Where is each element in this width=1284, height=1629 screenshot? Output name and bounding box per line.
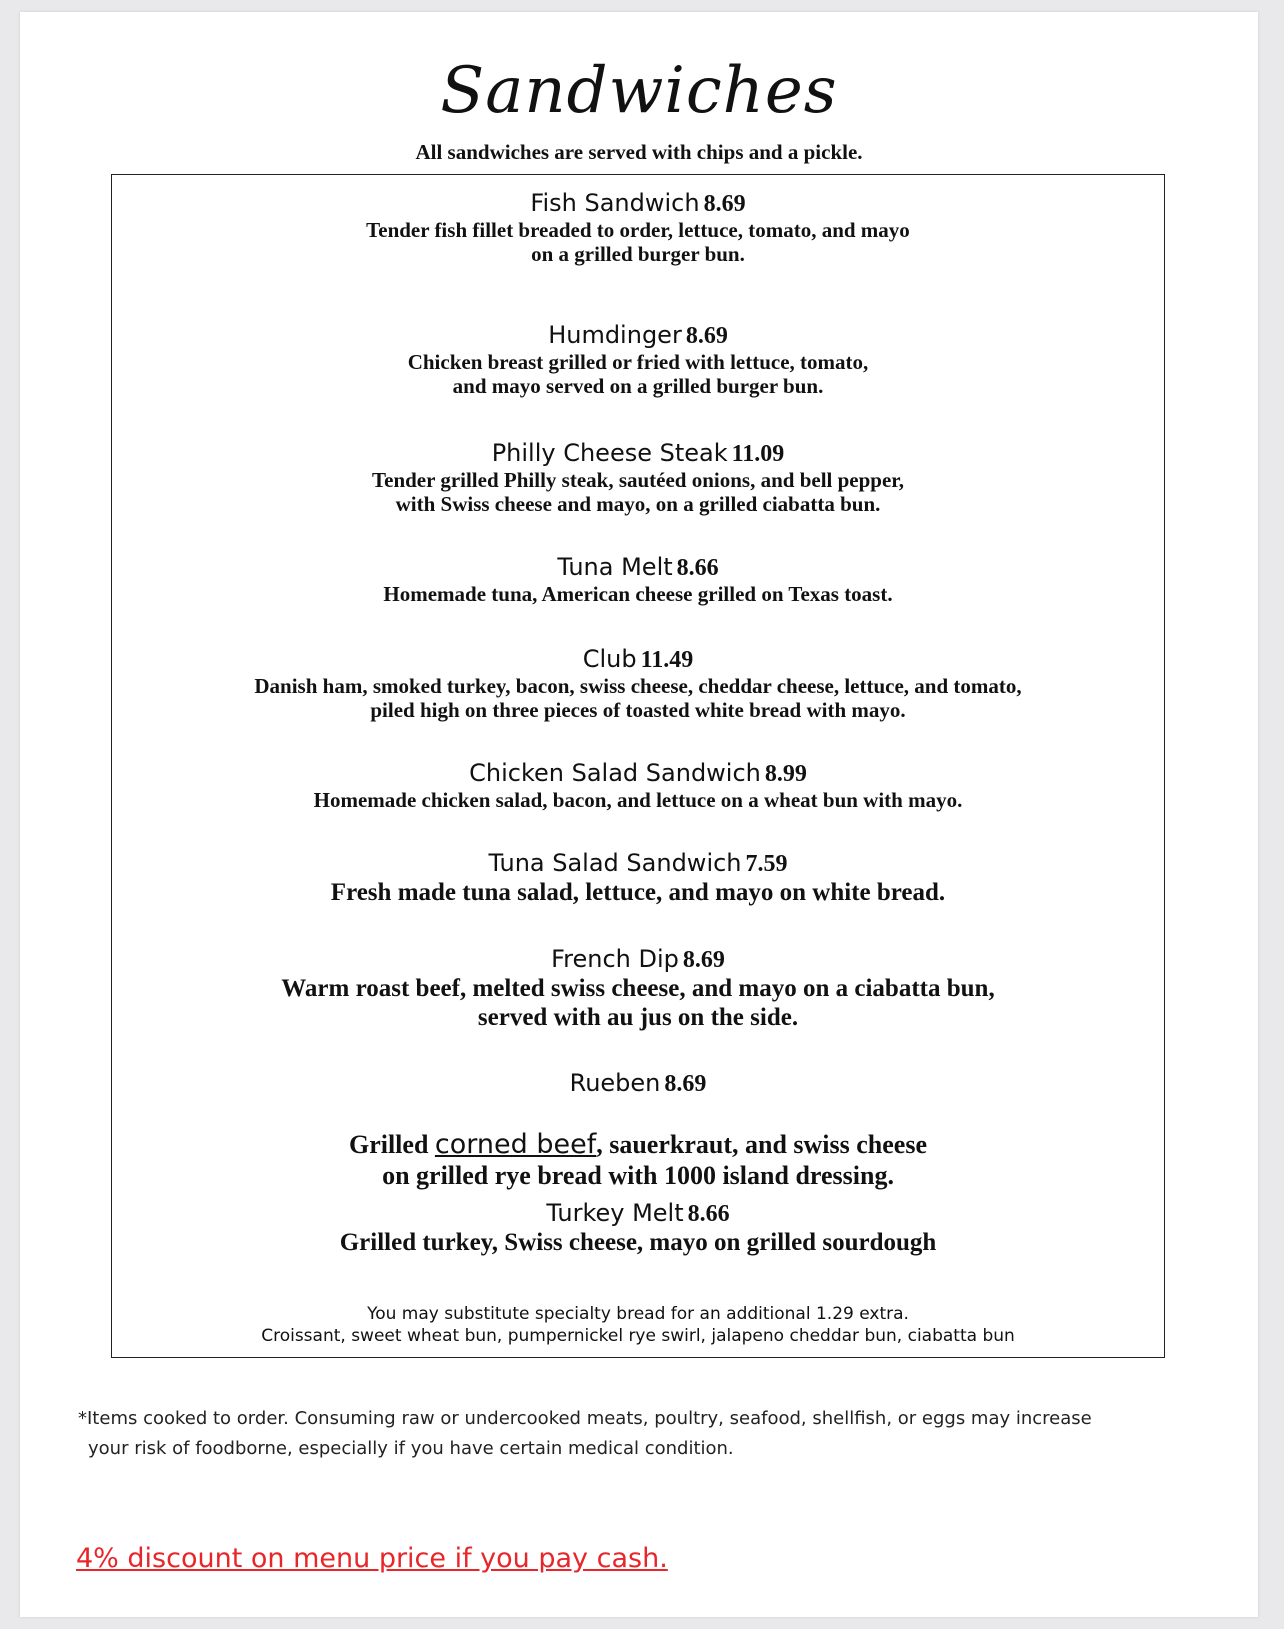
note-line-2: Croissant, sweet wheat bun, pumpernickel rye swirl, jalapeno cheddar bun, ciabatta bun [261,1326,1015,1346]
item-name: Turkey Melt [546,1199,684,1227]
item-price: 8.69 [685,323,728,349]
item-price: 8.66 [676,555,719,581]
item-description: Homemade tuna, American cheese grilled on Texas toast. [383,582,893,606]
item-price: 8.99 [764,761,807,787]
item-price: 8.69 [703,191,746,217]
item-price: 7.59 [745,851,788,877]
item-name: Philly Cheese Steak [491,439,728,467]
item-name: Tuna Salad Sandwich [488,849,742,877]
menu-item-club [112,645,1164,722]
menu-box [111,174,1165,1358]
menu-item-tuna-salad-sandwich [112,849,1164,907]
corned-beef-highlight: corned beef [434,1129,597,1160]
bread-substitution-note [112,1303,1164,1347]
item-name: Club [582,645,637,673]
item-name: French Dip [551,945,679,973]
item-name: Tuna Melt [557,553,673,581]
menu-item-rueben [112,1069,1164,1191]
item-description: Chicken breast grilled or fried with lettuce, tomato, and mayo served on a grilled burger bun. [407,350,869,398]
item-description: Grilled turkey, Swiss cheese, mayo on grilled sourdough [339,1229,937,1256]
item-name: Fish Sandwich [530,189,700,217]
item-description: Homemade chicken salad, bacon, and lettuce on a wheat bun with mayo. [313,788,963,812]
food-safety-disclaimer [78,1404,1198,1464]
item-name: Humdinger [548,321,682,349]
page-title: Sandwiches [440,54,838,128]
item-description: Warm roast beef, melted swiss cheese, and mayo on a ciabatta bun, served with au jus on the side. [281,975,995,1031]
item-description-part: Grilled [348,1130,435,1159]
item-description: Tender grilled Philly steak, sautéed onions, and bell pepper, with Swiss cheese and mayo, on a grilled ciabatta bun. [372,468,904,516]
page-subtitle: All sandwiches are served with chips and a pickle. [415,140,863,164]
item-price: 11.09 [731,441,785,467]
item-description-line2: on grilled rye bread with 1000 island dressing. [382,1161,894,1190]
cash-discount-notice: 4% discount on menu price if you pay cash. [76,1543,668,1574]
item-price: 8.69 [682,947,725,973]
menu-item-philly-cheese-steak [112,439,1164,516]
item-price: 8.66 [687,1201,730,1227]
menu-item-chicken-salad-sandwich [112,759,1164,812]
item-price: 11.49 [640,647,694,673]
item-description: Fresh made tuna salad, lettuce, and mayo on white bread. [330,879,946,906]
item-description-part: , sauerkraut, and swiss cheese [596,1130,928,1159]
item-price: 8.69 [664,1071,707,1097]
item-name: Rueben [569,1069,661,1097]
menu-page [20,12,1258,1617]
disclaimer-line-2: your risk of foodborne, especially if you have certain medical condition. [88,1438,734,1459]
item-description: Tender fish fillet breaded to order, lettuce, tomato, and mayo on a grilled burger bun. [366,218,910,266]
menu-item-turkey-melt [112,1199,1164,1257]
note-line-1: You may substitute specialty bread for an additional 1.29 extra. [367,1304,909,1324]
menu-item-fish-sandwich [112,189,1164,266]
menu-item-tuna-melt [112,553,1164,606]
item-description [112,1098,1164,1160]
menu-item-french-dip [112,945,1164,1032]
disclaimer-line-1: *Items cooked to order. Consuming raw or undercooked meats, poultry, seafood, shellfish, or eggs may increase [78,1408,1092,1429]
item-name: Chicken Salad Sandwich [469,759,761,787]
item-description: Danish ham, smoked turkey, bacon, swiss cheese, cheddar cheese, lettuce, and tomato, piled high on three pieces of toasted white bread with mayo. [254,674,1022,722]
menu-item-humdinger [112,321,1164,398]
